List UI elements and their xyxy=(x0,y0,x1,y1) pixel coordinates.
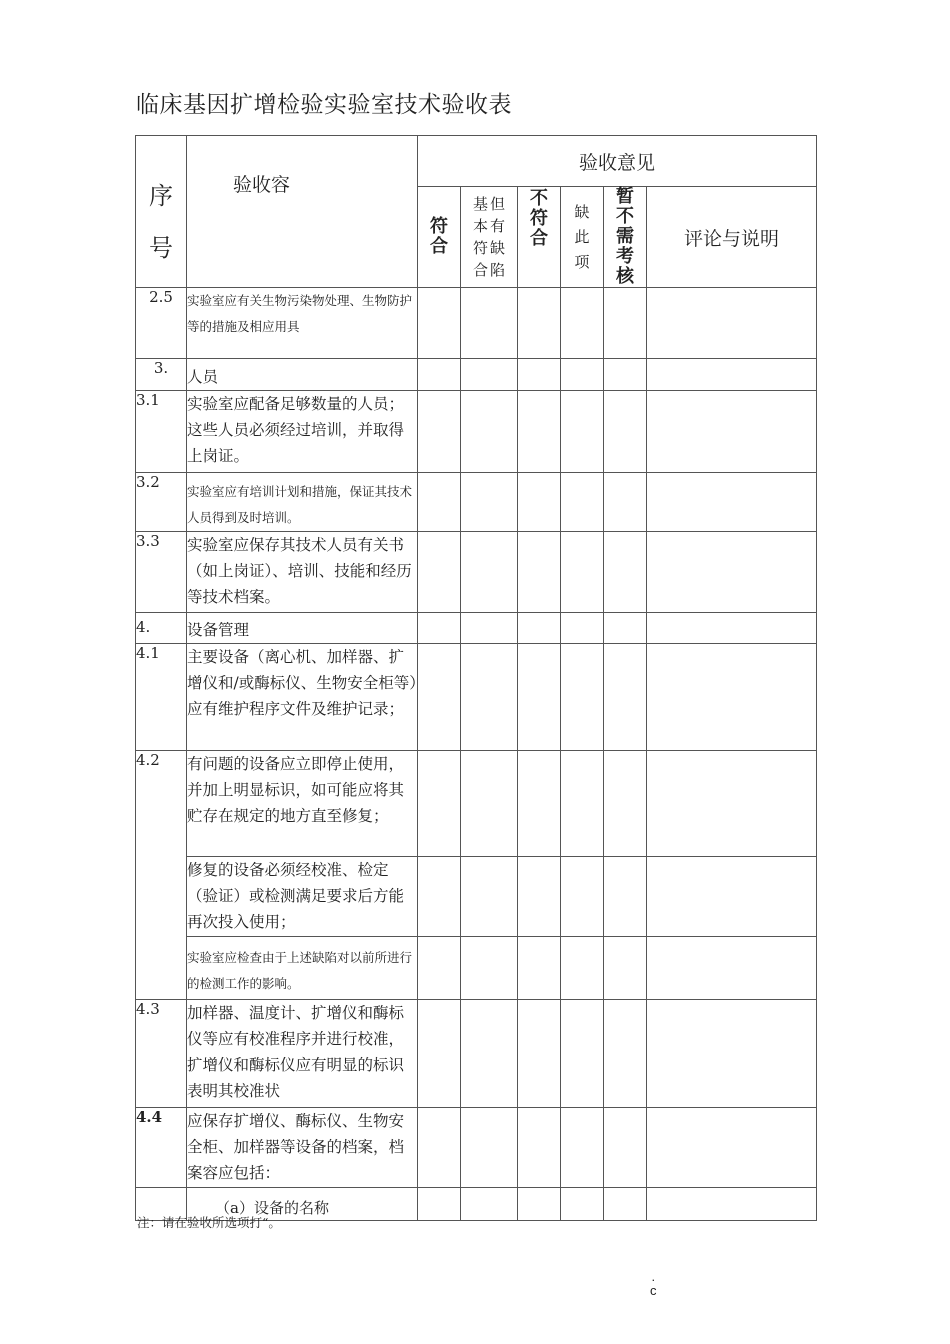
check-cell[interactable] xyxy=(518,288,561,359)
header-content: 验收容 xyxy=(187,136,418,288)
row-content: 有问题的设备应立即停止使用，并加上明显标识，如可能应将其贮存在规定的地方直至修复； xyxy=(187,751,418,857)
check-cell[interactable] xyxy=(604,473,647,532)
check-cell[interactable] xyxy=(604,751,647,857)
check-cell[interactable] xyxy=(561,937,604,1000)
header-conform: 符合 xyxy=(418,187,461,288)
comment-cell[interactable] xyxy=(647,1000,817,1108)
table-row xyxy=(136,532,817,613)
row-content: （a）设备的名称 xyxy=(187,1188,418,1221)
check-cell[interactable] xyxy=(461,359,518,391)
check-cell[interactable] xyxy=(518,473,561,532)
check-cell[interactable] xyxy=(418,644,461,751)
table-row xyxy=(136,751,817,857)
check-cell[interactable] xyxy=(461,613,518,644)
table-row xyxy=(136,857,817,937)
check-cell[interactable] xyxy=(418,1188,461,1221)
row-seq: 2.5 xyxy=(136,288,187,359)
row-content: 人员 xyxy=(187,359,418,391)
check-cell[interactable] xyxy=(518,359,561,391)
row-seq: 4.1 xyxy=(136,644,187,751)
check-cell[interactable] xyxy=(418,359,461,391)
check-cell[interactable] xyxy=(561,857,604,937)
row-content: 实验室应有培训计划和措施，保证其技术人员得到及时培训。 xyxy=(187,473,418,532)
check-cell[interactable] xyxy=(418,1000,461,1108)
row-content: 实验室应有关生物污染物处理、生物防护等的措施及相应用具 xyxy=(187,288,418,359)
header-missing: 缺此项 xyxy=(561,187,604,288)
row-content: 实验室应检查由于上述缺陷对以前所进行的检测工作的影响。 xyxy=(187,937,418,1000)
check-cell[interactable] xyxy=(604,1108,647,1188)
check-cell[interactable] xyxy=(418,473,461,532)
check-cell[interactable] xyxy=(604,644,647,751)
check-cell[interactable] xyxy=(418,857,461,937)
page-number xyxy=(650,1270,657,1298)
comment-cell[interactable] xyxy=(647,1188,817,1221)
comment-cell[interactable] xyxy=(647,857,817,937)
check-cell[interactable] xyxy=(561,391,604,473)
check-cell[interactable] xyxy=(461,288,518,359)
check-cell[interactable] xyxy=(418,751,461,857)
check-cell[interactable] xyxy=(461,473,518,532)
check-cell[interactable] xyxy=(418,613,461,644)
check-cell[interactable] xyxy=(461,937,518,1000)
check-cell[interactable] xyxy=(418,937,461,1000)
check-cell[interactable] xyxy=(518,751,561,857)
row-seq: 3.2 xyxy=(136,473,187,532)
page-label: c xyxy=(650,1283,657,1298)
check-cell[interactable] xyxy=(461,532,518,613)
page-title: 临床基因扩增检验实验室技术验收表 xyxy=(136,92,512,118)
check-cell[interactable] xyxy=(461,751,518,857)
comment-cell[interactable] xyxy=(647,532,817,613)
row-seq: 3.1 xyxy=(136,391,187,473)
check-cell[interactable] xyxy=(461,1108,518,1188)
comment-cell[interactable] xyxy=(647,288,817,359)
header-comment: 评论与说明 xyxy=(647,187,817,288)
table-row xyxy=(136,473,817,532)
check-cell[interactable] xyxy=(561,613,604,644)
footnote: 注：请在验收所选项打“。 xyxy=(137,1215,281,1230)
check-cell[interactable] xyxy=(518,937,561,1000)
check-cell[interactable] xyxy=(518,857,561,937)
comment-cell[interactable] xyxy=(647,359,817,391)
row-seq: 4.2 xyxy=(136,751,187,1000)
comment-cell[interactable] xyxy=(647,473,817,532)
check-cell[interactable] xyxy=(561,473,604,532)
page-dot: . xyxy=(651,1269,656,1284)
check-cell[interactable] xyxy=(604,613,647,644)
table-row xyxy=(136,1000,817,1108)
comment-cell[interactable] xyxy=(647,391,817,473)
table-row xyxy=(136,1108,817,1188)
row-content: 修复的设备必须经校准、检定（验证）或检测满足要求后方能再次投入使用； xyxy=(187,857,418,937)
check-cell[interactable] xyxy=(561,751,604,857)
row-content: 加样器、温度计、扩增仪和酶标仪等应有校准程序并进行校准，扩增仪和酶标仪应有明显的标识表明其校准状 xyxy=(187,1000,418,1108)
table-row xyxy=(136,359,817,391)
check-cell[interactable] xyxy=(604,532,647,613)
comment-cell[interactable] xyxy=(647,613,817,644)
row-content: 应保存扩增仪、酶标仪、生物安全柜、加样器等设备的档案，档案容应包括： xyxy=(187,1108,418,1188)
check-cell[interactable] xyxy=(418,288,461,359)
check-cell[interactable] xyxy=(604,1000,647,1108)
check-cell[interactable] xyxy=(604,288,647,359)
table-row xyxy=(136,937,817,1000)
row-content: 实验室应配备足够数量的人员；这些人员必须经过培训，并取得上岗证。 xyxy=(187,391,418,473)
row-content: 实验室应保存其技术人员有关书（如上岗证）、培训、技能和经历等技术档案。 xyxy=(187,532,418,613)
check-cell[interactable] xyxy=(518,532,561,613)
check-cell[interactable] xyxy=(561,532,604,613)
header-basic-defect: 基本符合 但有缺陷 xyxy=(461,187,518,288)
header-exempt: 暂不需考核 xyxy=(604,187,647,288)
check-cell[interactable] xyxy=(604,937,647,1000)
table-row xyxy=(136,613,817,644)
row-seq: 4. xyxy=(136,613,187,644)
check-cell[interactable] xyxy=(604,359,647,391)
check-cell[interactable] xyxy=(518,1188,561,1221)
check-cell[interactable] xyxy=(461,644,518,751)
row-seq: 3. xyxy=(136,359,187,391)
row-seq: 3.3 xyxy=(136,532,187,613)
check-cell[interactable] xyxy=(518,1108,561,1188)
row-content: 主要设备（离心机、加样器、扩增仪和/或酶标仪、生物安全柜等）应有维护程序文件及维护记录； xyxy=(187,644,418,751)
comment-cell[interactable] xyxy=(647,751,817,857)
comment-cell[interactable] xyxy=(647,937,817,1000)
acceptance-table xyxy=(135,135,817,1221)
check-cell[interactable] xyxy=(518,644,561,751)
check-cell[interactable] xyxy=(518,391,561,473)
row-content: 设备管理 xyxy=(187,613,418,644)
table-row xyxy=(136,288,817,359)
check-cell[interactable] xyxy=(561,288,604,359)
check-cell[interactable] xyxy=(604,391,647,473)
check-cell[interactable] xyxy=(461,1188,518,1221)
check-cell[interactable] xyxy=(418,391,461,473)
row-seq: 4.3 xyxy=(136,1000,187,1108)
check-cell[interactable] xyxy=(461,391,518,473)
check-cell[interactable] xyxy=(461,857,518,937)
table-row xyxy=(136,644,817,751)
header-nonconform: 不符合 xyxy=(518,187,561,288)
check-cell[interactable] xyxy=(418,532,461,613)
check-cell[interactable] xyxy=(561,359,604,391)
check-cell[interactable] xyxy=(604,857,647,937)
check-cell[interactable] xyxy=(418,1108,461,1188)
check-cell[interactable] xyxy=(561,1108,604,1188)
row-seq: 4.4 xyxy=(136,1108,187,1188)
check-cell[interactable] xyxy=(461,1000,518,1108)
check-cell[interactable] xyxy=(561,1000,604,1108)
comment-cell[interactable] xyxy=(647,644,817,751)
header-seq: 序号 xyxy=(136,136,187,288)
check-cell[interactable] xyxy=(561,644,604,751)
comment-cell[interactable] xyxy=(647,1108,817,1188)
check-cell[interactable] xyxy=(561,1188,604,1221)
header-opinion-group: 验收意见 xyxy=(418,136,817,187)
check-cell[interactable] xyxy=(518,613,561,644)
check-cell[interactable] xyxy=(518,1000,561,1108)
check-cell[interactable] xyxy=(604,1188,647,1221)
table-row xyxy=(136,391,817,473)
